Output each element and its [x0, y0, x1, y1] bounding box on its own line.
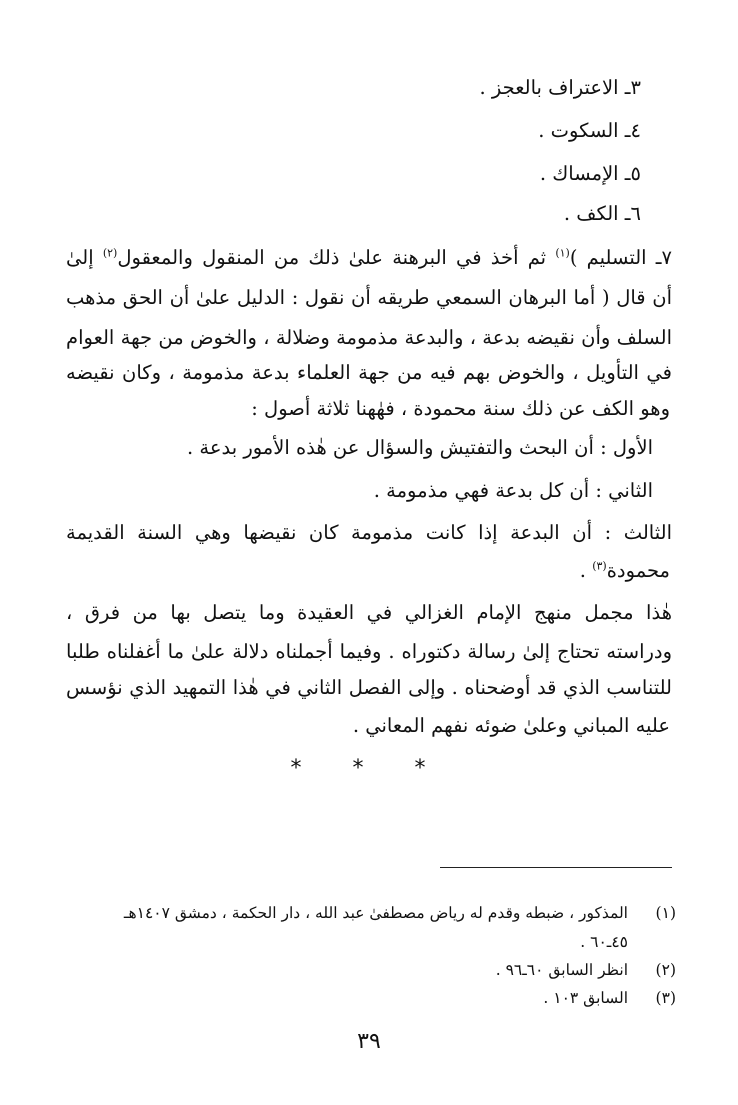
footnote-text: انظر السابق ٦٠ـ٩٦ .: [495, 961, 628, 979]
text-segment: ٧ـ التسليم ): [569, 246, 672, 269]
footnote-number: (٣): [655, 989, 676, 1007]
paragraph-1-line-4: في التأويل ، والخوض بهم فيه من جهة العلماء بدعة مذمومة ، وكان نقيضه: [66, 361, 672, 384]
footnote-ref-3: (٣): [592, 559, 607, 573]
principle-first: الأول : أن البحث والتفتيش والسؤال عن هٰذه الأمور بدعة .: [186, 436, 653, 459]
footnote-3: [543, 984, 676, 1012]
list-item-4: ٤ـ السكوت .: [538, 119, 641, 142]
footnote-2: [496, 956, 676, 984]
principle-third-line-1: الثالث : أن البدعة إذا كانت مذمومة كان نقيضها وهي السنة القديمة: [66, 521, 672, 544]
text-segment: .: [579, 559, 593, 582]
list-item-3: ٣ـ الاعتراف بالعجز .: [479, 76, 641, 99]
footnote-number: (١): [655, 904, 676, 922]
footnote-text: السابق ١٠٣ .: [543, 989, 628, 1007]
paragraph-1-line-1: [66, 240, 672, 276]
paragraph-2-line-4: عليه المباني وعلىٰ ضوئه نفهم المعاني .: [352, 714, 670, 737]
footnote-text: المذكور ، ضبطه وقدم له رياض مصطفىٰ عبد الله ، دار الحكمة ، دمشق ١٤٠٧هـ: [123, 904, 628, 922]
paragraph-2-line-3: للتناسب الذي قد أوضحناه . وإلى الفصل الثاني في هٰذا التمهيد الذي نؤسس: [66, 676, 672, 699]
paragraph-2-line-1: هٰذا مجمل منهج الإمام الغزالي في العقيدة وما يتصل بها من فرق ،: [66, 601, 672, 624]
principle-third-line-2: [580, 553, 670, 589]
list-item-5: ٥ـ الإمساك .: [539, 162, 641, 185]
section-separator: * * *: [290, 756, 448, 781]
footnote-ref-2: (٢): [102, 246, 118, 260]
footnote-1: [124, 899, 676, 927]
paragraph-1-line-2: أن قال ( أما البرهان السمعي طريقه أن نقول : الدليل علىٰ أن الحق مذهب: [66, 286, 672, 309]
footnote-ref-1: (١): [555, 246, 570, 260]
principle-second: الثاني : أن كل بدعة فهي مذمومة .: [373, 479, 653, 502]
text-segment: محمودة: [606, 559, 670, 582]
footnote-number: (٢): [655, 961, 676, 979]
paragraph-1-line-3: السلف وأن نقيضه بدعة ، والبدعة مذمومة وضلالة ، والخوض من جهة العوام: [66, 326, 672, 349]
footnote-divider: [440, 867, 672, 868]
text-segment: ثم أخذ في البرهنة علىٰ ذلك من المنقول والمعقول: [117, 246, 556, 269]
page-number: ٣٩: [357, 1029, 381, 1054]
paragraph-2-line-2: ودراسته تحتاج إلىٰ رسالة دكتوراه . وفيما أجملناه دلالة علىٰ ما أغفلناه طلبا: [66, 640, 672, 663]
text-segment: إلىٰ: [66, 246, 103, 269]
list-item-6: ٦ـ الكف .: [563, 202, 641, 225]
footnote-1-continuation: ٤٥ـ٦٠ .: [580, 933, 628, 951]
paragraph-1-line-5: وهو الكف عن ذلك سنة محمودة ، فهٰهنا ثلاثة أصول :: [251, 397, 670, 420]
